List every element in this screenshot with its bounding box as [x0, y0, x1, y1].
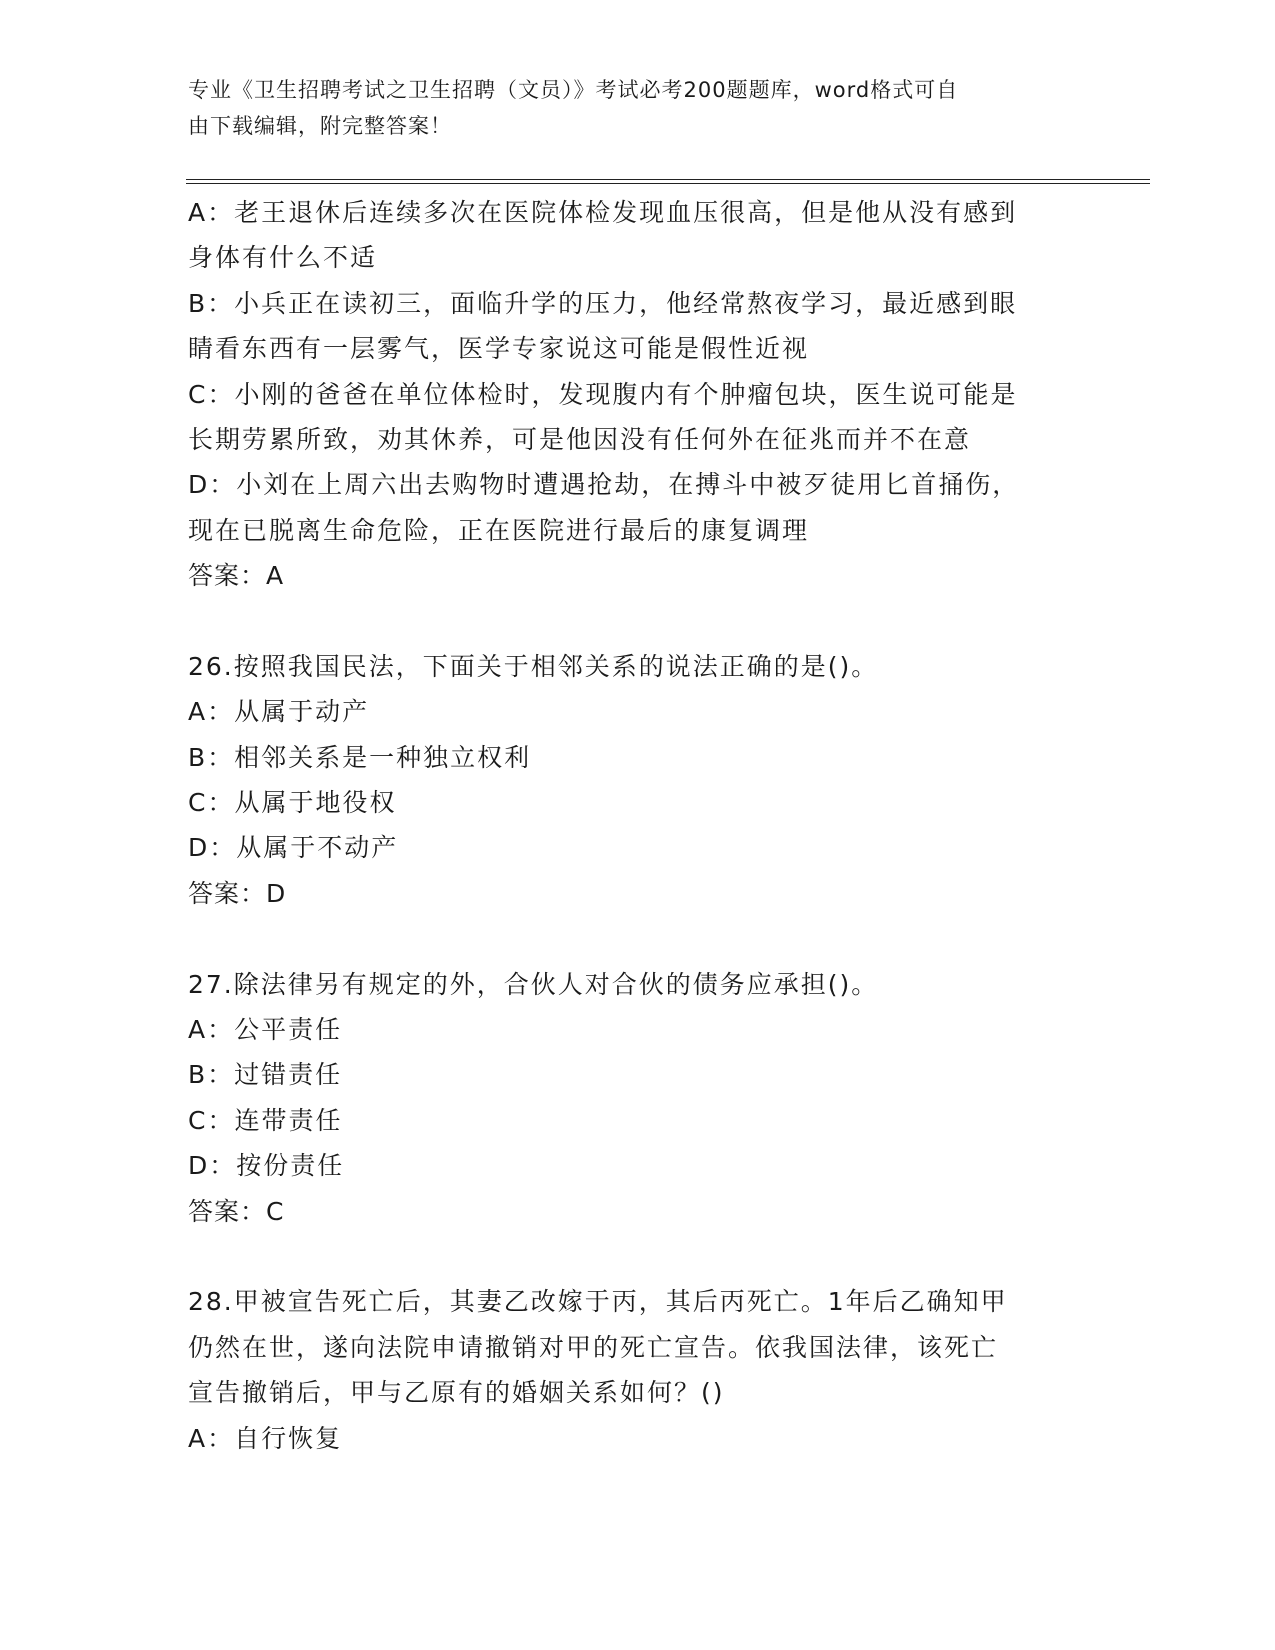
q25-option-c-line-1: C：小刚的爸爸在单位体检时，发现腹内有个肿瘤包块，医生说可能是: [188, 379, 1018, 409]
spacer: [188, 599, 1088, 644]
document-header: [188, 72, 1068, 144]
q25-option-b-line-2: 睛看东西有一层雾气，医学专家说这可能是假性近视: [188, 334, 810, 364]
q26-question-text: 26.按照我国民法，下面关于相邻关系的说法正确的是()。: [188, 651, 879, 681]
q26-option-d: D：从属于不动产: [188, 833, 399, 863]
spacer: [188, 916, 1088, 961]
q25-option-a-line-1: A：老王退休后连续多次在医院体检发现血压很高，但是他从没有感到: [188, 198, 1018, 227]
q26-answer: 答案：D: [188, 878, 287, 908]
q28-option-a: A：自行恢复: [188, 1423, 343, 1453]
question-28: [188, 1279, 1088, 1461]
q28-question-line-3: 宣告撤销后，甲与乙原有的婚姻关系如何？(): [188, 1378, 725, 1408]
question-27: [188, 962, 1088, 1234]
q27-answer: 答案：C: [188, 1196, 285, 1226]
question-content: [188, 190, 1088, 1461]
q27-question-text: 27.除法律另有规定的外，合伙人对合伙的债务应承担()。: [188, 969, 879, 999]
question-25: [188, 190, 1088, 599]
header-line-1: 专业《卫生招聘考试之卫生招聘（文员）》考试必考200题题库，word格式可自: [188, 78, 959, 102]
q25-answer: 答案：A: [188, 561, 285, 591]
header-rule-top: [186, 179, 1150, 180]
q25-option-b-line-1: B：小兵正在读初三，面临升学的压力，他经常熬夜学习，最近感到眼: [188, 288, 1018, 318]
header-line-2: 由下载编辑，附完整答案！: [188, 114, 452, 138]
header-rule-bottom: [186, 183, 1150, 184]
q25-option-d-line-2: 现在已脱离生命危险，正在医院进行最后的康复调理: [188, 515, 810, 545]
q27-option-a: A：公平责任: [188, 1015, 343, 1045]
q25-option-c-line-2: 长期劳累所致，劝其休养，可是他因没有任何外在征兆而并不在意: [188, 424, 972, 454]
spacer: [188, 1234, 1088, 1279]
q26-option-b: B：相邻关系是一种独立权利: [188, 742, 532, 772]
q26-option-a: A：从属于动产: [188, 697, 370, 727]
q25-option-a-line-2: 身体有什么不适: [188, 243, 378, 273]
q28-question-line-1: 28.甲被宣告死亡后，其妻乙改嫁于丙，其后丙死亡。1年后乙确知甲: [188, 1287, 1008, 1317]
q27-option-c: C：连带责任: [188, 1105, 343, 1135]
q27-option-d: D：按份责任: [188, 1151, 345, 1181]
q27-option-b: B：过错责任: [188, 1060, 343, 1090]
question-26: [188, 644, 1088, 916]
q28-question-line-2: 仍然在世，遂向法院申请撤销对甲的死亡宣告。依我国法律，该死亡: [188, 1332, 999, 1362]
q26-option-c: C：从属于地役权: [188, 788, 397, 818]
q25-option-d-line-1: D：小刘在上周六出去购物时遭遇抢劫，在搏斗中被歹徒用匕首捅伤，: [188, 470, 1020, 500]
